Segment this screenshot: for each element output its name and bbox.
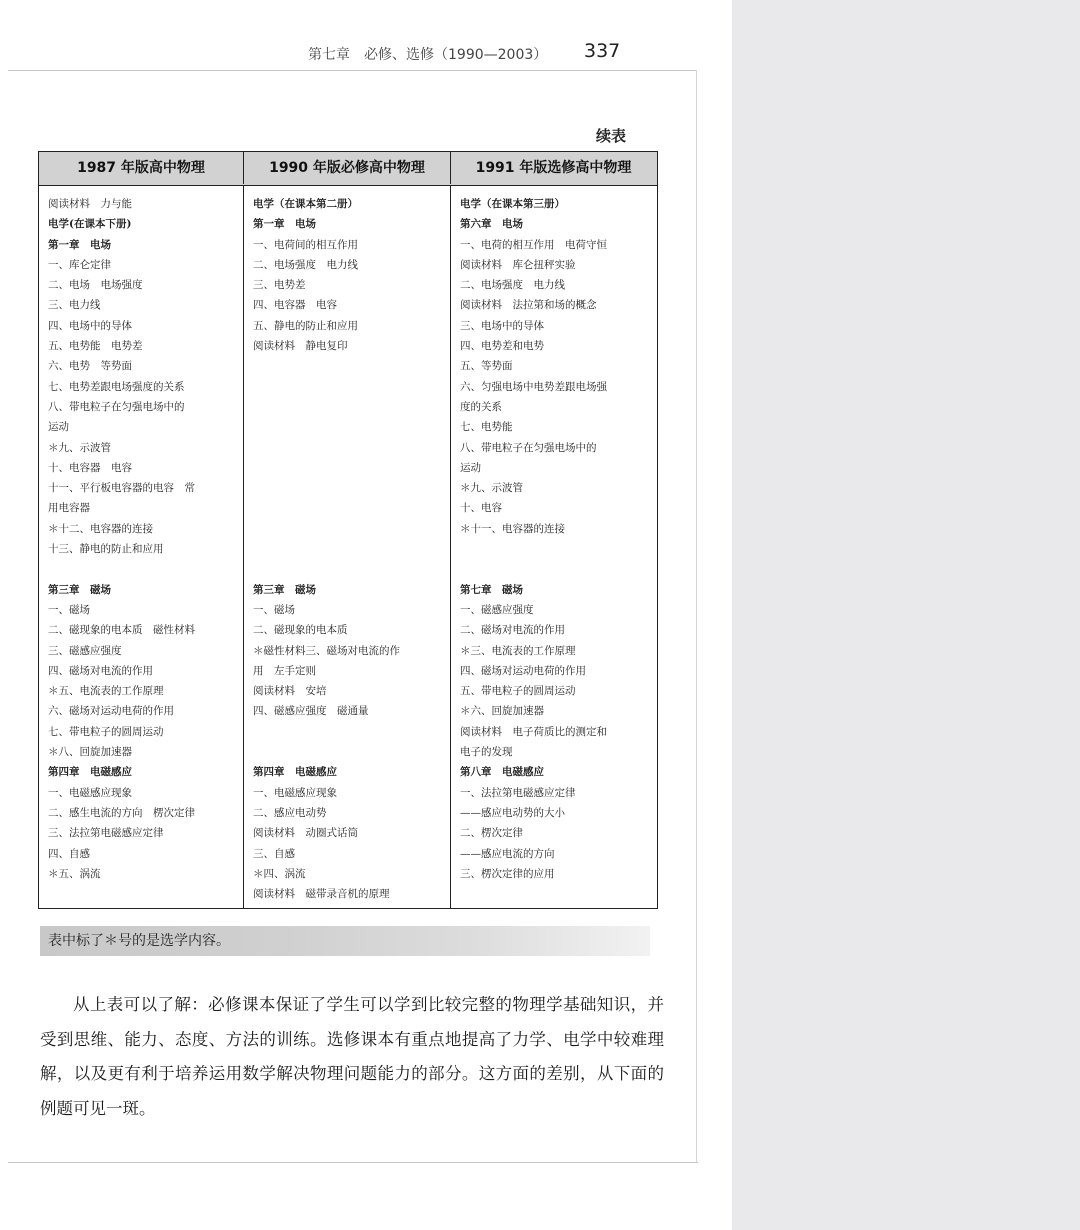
table-line: 四、磁场对电流的作用: [48, 664, 153, 677]
column-1990: [244, 186, 451, 908]
table-line: 四、磁场对运动电荷的作用: [460, 664, 586, 677]
table-line: 一、电荷间的相互作用: [253, 238, 358, 251]
table-line: 二、感生电流的方向 楞次定律: [48, 806, 195, 819]
table-line: 一、磁场: [253, 603, 295, 616]
table-line: 阅读材料 库仑扭秤实验: [460, 258, 576, 271]
header-1990: 1990 年版必修高中物理: [244, 152, 451, 184]
table-line: 电学（在课本第二册）: [253, 198, 358, 210]
table-line: [253, 722, 444, 742]
table-line: ＊五、电流表的工作原理: [48, 685, 164, 698]
table-line: 第四章 电磁感应: [48, 766, 132, 779]
table-line: 阅读材料 动圈式话筒: [253, 827, 358, 840]
table-line: 七、电势能: [460, 421, 513, 434]
table-line: 度的关系: [460, 400, 502, 413]
table-line: 六、磁场对运动电荷的作用: [48, 705, 174, 718]
table-line: 十、电容器 电容: [48, 461, 132, 474]
table-line: 电学（在课本第三册）: [460, 198, 565, 210]
table-line: 二、磁现象的电本质: [253, 624, 348, 637]
table-line: [253, 458, 444, 478]
table-line: 三、电场中的导体: [460, 319, 544, 332]
table-line: 三、磁感应强度: [48, 644, 122, 657]
table-line: [253, 417, 444, 437]
table-line: [460, 559, 650, 579]
table-line: 八、带电粒子在匀强电场中的: [48, 400, 185, 413]
table-line: 二、电场强度 电力线: [460, 279, 565, 292]
table-line: [253, 478, 444, 498]
table-line: 二、磁现象的电本质 磁性材料: [48, 624, 195, 637]
table-line: 七、电势差跟电场强度的关系: [48, 380, 185, 393]
table-line: [253, 377, 444, 397]
table-line: 阅读材料 力与能: [48, 198, 132, 210]
table-line: [253, 559, 444, 579]
table-line: 运动: [460, 461, 481, 474]
table-line: 二、感应电动势: [253, 806, 327, 819]
column-1987: [39, 186, 244, 908]
table-line: 用电容器: [48, 502, 90, 515]
table-line: 六、匀强电场中电势差跟电场强: [460, 380, 607, 393]
table-line: 第一章 电场: [253, 218, 316, 231]
table-line: 四、电势差和电势: [460, 340, 544, 353]
table-line: 五、电势能 电势差: [48, 340, 143, 353]
table-line: 一、电荷的相互作用 电荷守恒: [460, 238, 607, 251]
continued-label: 续表: [596, 127, 627, 145]
table-line: 第一章 电场: [48, 238, 111, 251]
table-line: 二、磁场对电流的作用: [460, 624, 565, 637]
table-line: 二、楞次定律: [460, 827, 523, 840]
table-header-row: [39, 152, 657, 186]
table-line: 一、库仑定律: [48, 258, 111, 271]
table-line: [253, 519, 444, 539]
table-line: 四、电场中的导体: [48, 319, 132, 332]
table-line: 五、等势面: [460, 360, 513, 373]
table-line: 三、电力线: [48, 299, 101, 312]
table-line: 电子的发现: [460, 746, 513, 759]
table-line: ＊六、回旋加速器: [460, 705, 544, 718]
table-line: [253, 742, 444, 762]
table-line: [253, 438, 444, 458]
table-line: 四、自感: [48, 847, 90, 860]
table-line: 三、自感: [253, 847, 295, 860]
table-line: ＊九、示波管: [48, 441, 111, 454]
table-line: 十一、平行板电容器的电容 常: [48, 482, 195, 495]
table-line: 三、法拉第电磁感应定律: [48, 827, 164, 840]
table-line: ＊十一、电容器的连接: [460, 522, 565, 535]
table-line: [253, 356, 444, 376]
table-line: 用 左手定则: [253, 664, 316, 677]
table-line: [253, 498, 444, 518]
table-line: 一、磁感应强度: [460, 603, 534, 616]
table-line: 电学(在课本下册): [48, 218, 132, 231]
page-number: 337: [584, 40, 621, 62]
curriculum-table: [38, 151, 658, 909]
table-line: ＊九、示波管: [460, 482, 523, 495]
table-line: 第三章 磁场: [48, 583, 111, 596]
table-line: 第三章 磁场: [253, 583, 316, 596]
body-paragraph: 从上表可以了解：必修课本保证了学生可以学到比较完整的物理学基础知识，并受到思维、能力、态度、方法的训练。选修课本有重点地提高了力学、电学中较难理解，以及更有利于培养运用数学解决物理问题能力的部分。这方面的差别，从下面的例题可见一斑。: [40, 995, 664, 1118]
header-1987: 1987 年版高中物理: [39, 152, 244, 184]
table-line: 一、电磁感应现象: [48, 786, 132, 799]
table-line: 十三、静电的防止和应用: [48, 543, 164, 556]
table-line: [48, 559, 237, 579]
table-line: 阅读材料 法拉第和场的概念: [460, 299, 597, 312]
table-line: ＊八、回旋加速器: [48, 746, 132, 759]
table-line: ——感应电动势的大小: [460, 806, 565, 819]
table-line: 六、电势 等势面: [48, 360, 132, 373]
table-line: ＊十二、电容器的连接: [48, 522, 153, 535]
table-line: 第六章 电场: [460, 218, 523, 231]
table-line: 第八章 电磁感应: [460, 766, 544, 779]
table-line: ＊五、涡流: [48, 867, 101, 880]
table-line: 十、电容: [460, 502, 502, 515]
chapter-title: 第七章 必修、选修（1990—2003）: [308, 47, 548, 63]
table-line: 八、带电粒子在匀强电场中的: [460, 441, 597, 454]
table-line: 一、磁场: [48, 603, 90, 616]
table-line: 阅读材料 安培: [253, 685, 327, 698]
table-line: 第四章 电磁感应: [253, 766, 337, 779]
table-footnote: 表中标了＊号的是选学内容。: [48, 933, 230, 949]
table-line: 二、电场强度 电力线: [253, 258, 358, 271]
table-line: 阅读材料 磁带录音机的原理: [253, 888, 390, 901]
table-line: 三、楞次定律的应用: [460, 867, 555, 880]
header-1991: 1991 年版选修高中物理: [475, 160, 632, 176]
table-line: [253, 397, 444, 417]
table-line: 五、带电粒子的圆周运动: [460, 685, 576, 698]
table-line: 一、电磁感应现象: [253, 786, 337, 799]
table-line: [253, 539, 444, 559]
table-line: 二、电场 电场强度: [48, 279, 143, 292]
table-line: 阅读材料 电子荷质比的测定和: [460, 725, 607, 738]
table-line: [460, 539, 650, 559]
table-line: 四、磁感应强度 磁通量: [253, 705, 369, 718]
table-line: 一、法拉第电磁感应定律: [460, 786, 576, 799]
column-1991: [451, 186, 656, 908]
viewer-background: [732, 0, 1080, 1230]
table-line: ——感应电流的方向: [460, 847, 555, 860]
table-line: 五、静电的防止和应用: [253, 319, 358, 332]
table-line: 阅读材料 静电复印: [253, 340, 348, 353]
header-rule: [8, 70, 696, 71]
running-header: [308, 40, 628, 66]
table-line: ＊三、电流表的工作原理: [460, 644, 576, 657]
table-line: ＊磁性材料三、磁场对电流的作: [253, 644, 400, 657]
table-line: ＊四、涡流: [253, 867, 306, 880]
table-line: 四、电容器 电容: [253, 299, 337, 312]
table-line: 第七章 磁场: [460, 583, 523, 596]
table-line: 运动: [48, 421, 69, 434]
page-edge: [696, 70, 697, 1162]
footer-rule: [8, 1162, 698, 1163]
table-line: 七、带电粒子的圆周运动: [48, 725, 164, 738]
table-line: 三、电势差: [253, 279, 306, 292]
